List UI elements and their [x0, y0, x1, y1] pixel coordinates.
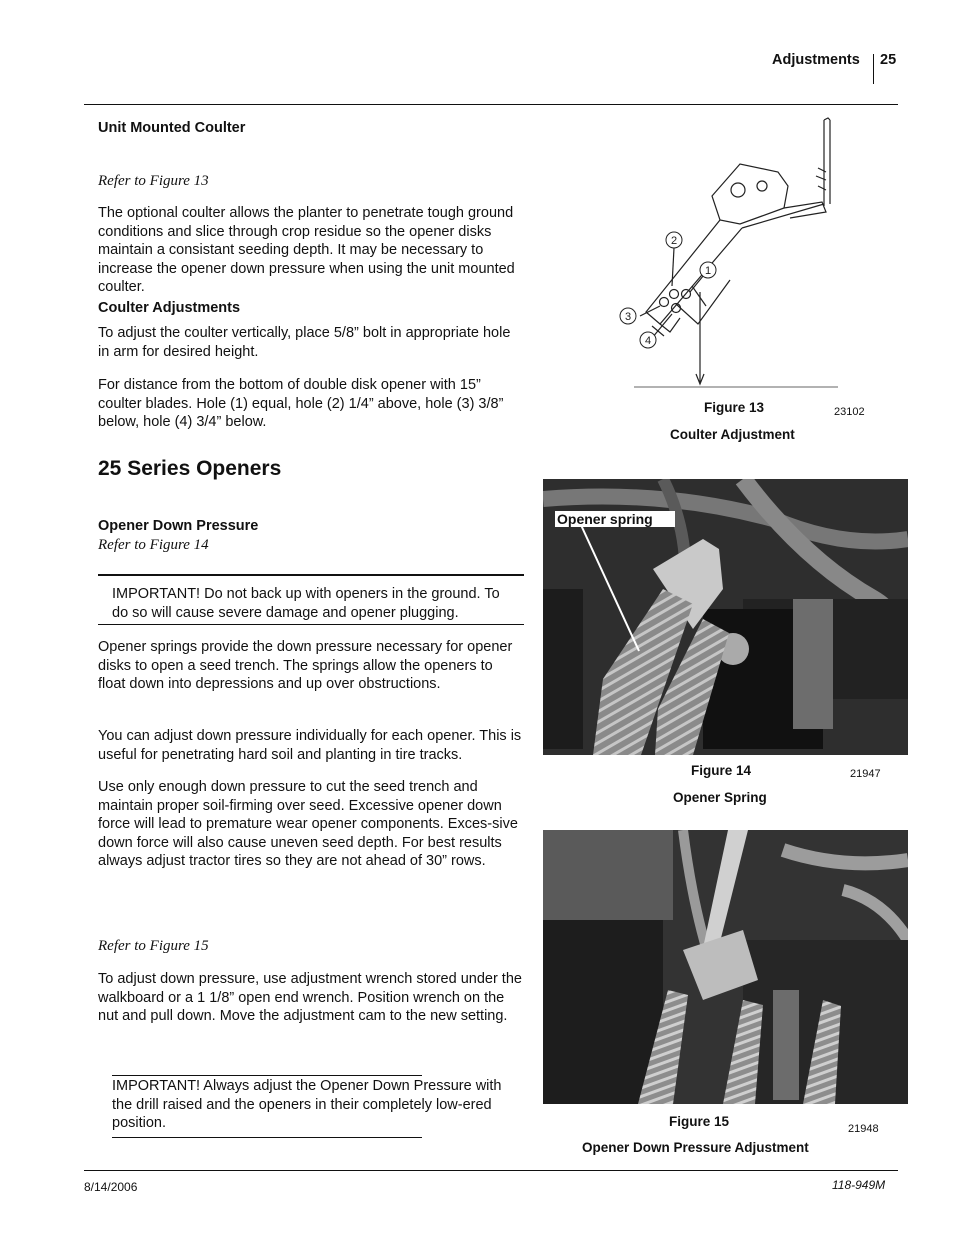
- important-notice-1: IMPORTANT! Do not back up with openers in the ground. To do so will cause severe damage and opener plugging.: [112, 586, 500, 621]
- figure-14-callout: Opener spring: [555, 511, 675, 527]
- figure-14-ref: Refer to Figure 14: [98, 537, 209, 553]
- figure-14-caption: Opener Spring: [673, 790, 767, 805]
- important-box-bottom-rule: [98, 624, 524, 625]
- fig13-callout-3: 3: [624, 311, 632, 323]
- coulter-figure-ref: Refer to Figure 13: [98, 173, 209, 189]
- coulter-paragraph: The optional coulter allows the planter to penetrate tough ground conditions and slice through crop residue so the opener disks maintain a consistant seeding depth. It may be necessary to increase the opener down pressure when using the unit mounted coulter.: [98, 205, 515, 295]
- important-notice-2: IMPORTANT! Always adjust the Opener Down Pressure with the drill raised and the openers in their completely low-ered position.: [112, 1078, 502, 1131]
- page-number: 25: [880, 52, 897, 68]
- coulter-adjustments-heading: Coulter Adjustments: [98, 300, 241, 316]
- header-divider: [873, 54, 874, 84]
- coulter-adjust-paragraph-2: For distance from the bottom of double disk opener with 15” coulter blades. Hole (1) equal, hole (2) 1/4” above, hole (3) 3/8” below, hole (4) 3/4” below.: [98, 377, 504, 430]
- important-box-top-rule: [98, 574, 524, 576]
- fig13-callout-4: 4: [644, 335, 652, 347]
- figure-14-label: Figure 14: [691, 763, 752, 778]
- figure-15-number: 21948: [848, 1123, 879, 1135]
- important-box-2-top-rule: [112, 1075, 422, 1076]
- opener-down-pressure-heading: Opener Down Pressure: [98, 518, 259, 534]
- opener-paragraph-3: Use only enough down pressure to cut the seed trench and maintain proper soil-firming over seed. Excessive opener down force will lead to premature wear opener components. Exces-sive down force will also cause uneven seed depth. For best results always adjust tractor tires so they are not ahead of 30” rows.: [98, 779, 518, 869]
- figure-15-caption: Opener Down Pressure Adjustment: [582, 1140, 809, 1155]
- fig13-callout-1: 1: [704, 265, 712, 277]
- figure-13-drawing: [612, 116, 848, 392]
- coulter-adjust-paragraph-1: To adjust the coulter vertically, place 5/8” bolt in appropriate hole in arm for desired height.: [98, 325, 511, 360]
- figure-13-number: 23102: [834, 406, 865, 418]
- footer-date: 8/14/2006: [84, 1180, 138, 1194]
- header-section-title: Adjustments: [772, 52, 860, 68]
- section-heading: 25 Series Openers: [98, 457, 282, 480]
- figure-15-photo: [543, 830, 908, 1104]
- opener-paragraph-4: To adjust down pressure, use adjustment wrench stored under the walkboard or a 1 1/8” open end wrench. Position wrench on the nut and pull down. Move the adjustment cam to the new setting.: [98, 971, 522, 1024]
- fig13-callout-2: 2: [670, 235, 678, 247]
- coulter-heading: Unit Mounted Coulter: [98, 120, 246, 136]
- figure-15-photo-art: [543, 830, 908, 1104]
- figure-14-number: 21947: [850, 768, 881, 780]
- figure-15-label: Figure 15: [669, 1114, 730, 1129]
- opener-paragraph-2: You can adjust down pressure individually for each opener. This is useful for penetrating hard soil and planting in tire tracks.: [98, 728, 522, 763]
- figure-13-label: Figure 13: [704, 400, 765, 415]
- figure-15-ref: Refer to Figure 15: [98, 938, 209, 954]
- header-rule: [84, 104, 898, 105]
- figure-14-photo: [543, 479, 908, 755]
- figure-13-caption: Coulter Adjustment: [670, 427, 795, 442]
- footer-document-number: 118-949M: [832, 1178, 886, 1192]
- footer-rule: [84, 1170, 898, 1171]
- opener-paragraph-1: Opener springs provide the down pressure necessary for opener disks to open a seed trench. The springs allow the openers to float down into depressions and up over obstructions.: [98, 639, 513, 692]
- important-box-2-bottom-rule: [112, 1137, 422, 1138]
